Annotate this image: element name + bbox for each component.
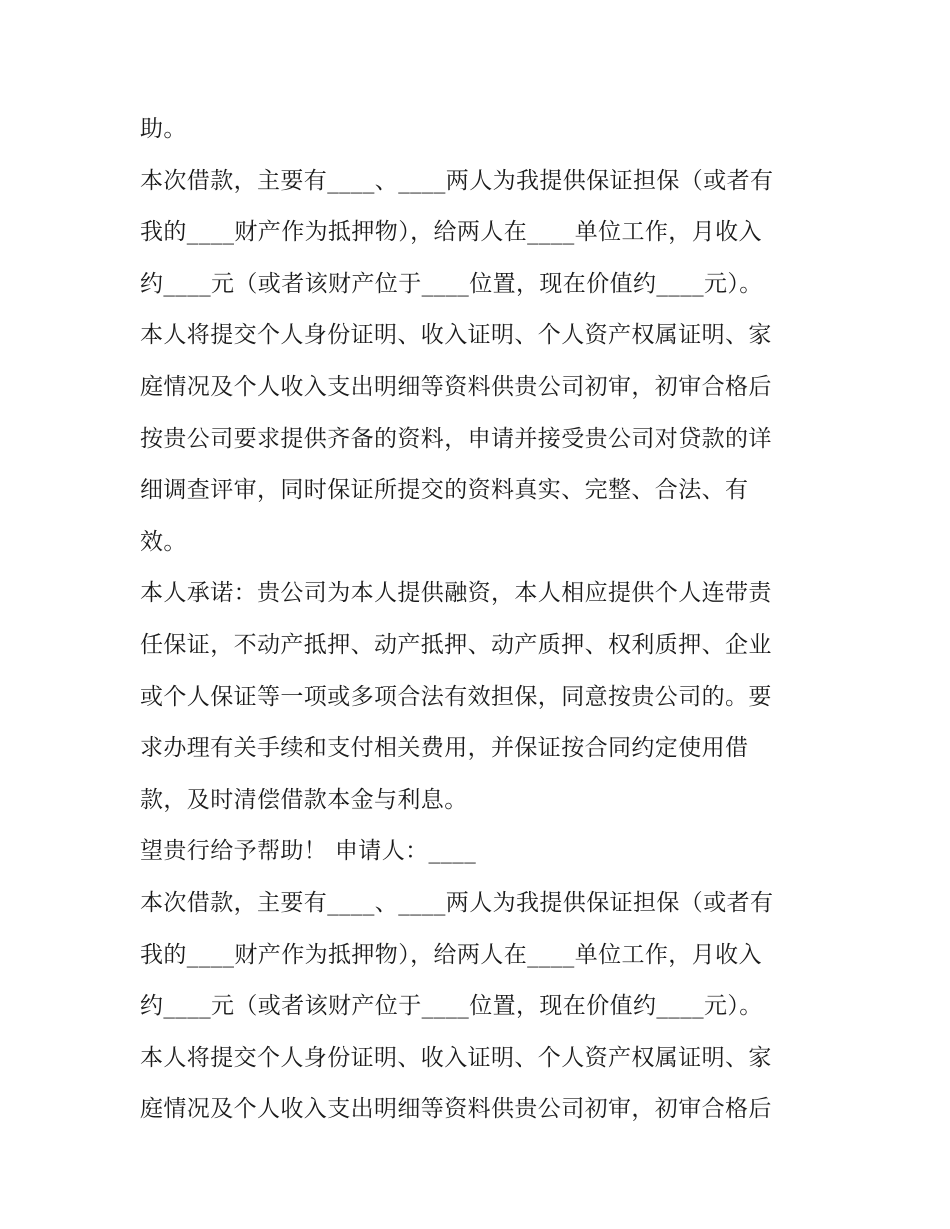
document-page <box>140 104 812 1136</box>
text-line: 本次借款，主要有____、____两人为我提供保证担保（或者有 <box>140 889 774 916</box>
text-line: 按贵公司要求提供齐备的资料，申请并接受贵公司对贷款的详 <box>140 425 772 452</box>
text-line: 求办理有关手续和支付相关费用，并保证按合同约定使用借 <box>140 735 749 762</box>
text-line: 本人将提交个人身份证明、收入证明、个人资产权属证明、家 <box>140 322 772 349</box>
text-line: 或个人保证等一项或多项合法有效担保，同意按贵公司的。要 <box>140 683 772 710</box>
text-line: 款，及时清偿借款本金与利息。 <box>140 786 468 813</box>
text-line: 我的____财产作为抵押物），给两人在____单位工作，月收入 <box>140 941 762 968</box>
text-line: 效。 <box>140 528 187 555</box>
text-line: 庭情况及个人收入支出明细等资料供贵公司初审，初审合格后 <box>140 1096 772 1123</box>
text-line: 约____元（或者该财产位于____位置，现在价值约____元）。 <box>140 270 763 297</box>
text-line: 我的____财产作为抵押物），给两人在____单位工作，月收入 <box>140 219 762 246</box>
text-line: 本人承诺：贵公司为本人提供融资，本人相应提供个人连带责 <box>140 580 772 607</box>
text-line: 本人将提交个人身份证明、收入证明、个人资产权属证明、家 <box>140 1044 772 1071</box>
text-line: 助。 <box>140 116 187 142</box>
text-line: 任保证，不动产抵押、动产抵押、动产质押、权利质押、企业 <box>140 631 772 658</box>
text-line: 庭情况及个人收入支出明细等资料供贵公司初审，初审合格后 <box>140 373 772 400</box>
text-line: 本次借款，主要有____、____两人为我提供保证担保（或者有 <box>140 167 774 194</box>
text-line: 细调查评审，同时保证所提交的资料真实、完整、合法、有 <box>140 477 749 504</box>
text-line: 约____元（或者该财产位于____位置，现在价值约____元）。 <box>140 993 763 1020</box>
text-line: 望贵行给予帮助！ 申请人：____ <box>140 838 477 865</box>
